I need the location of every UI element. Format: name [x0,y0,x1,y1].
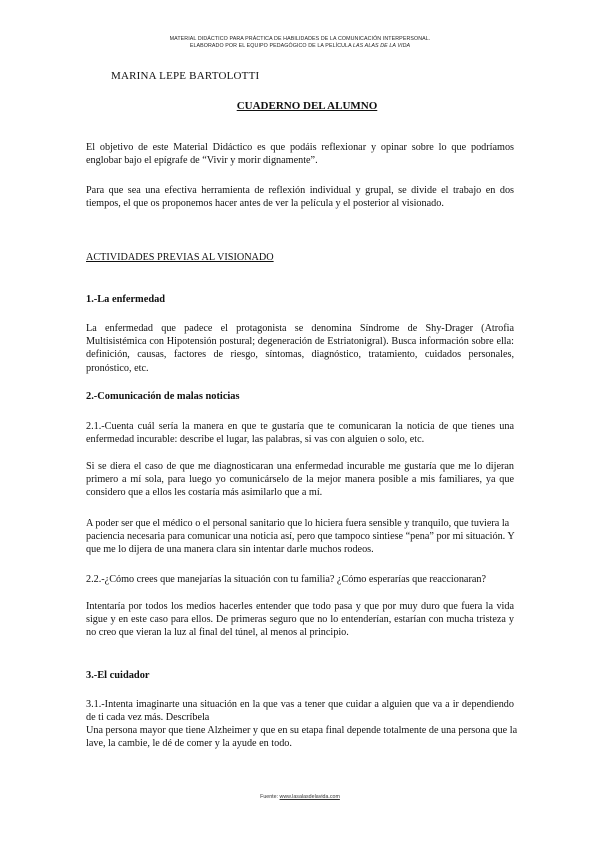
page-title: CUADERNO DEL ALUMNO [236,100,378,112]
section1-body: La enfermedad que padece el protagonista se denomina Síndrome de Shy-Drager (Atrofia Multisistémica con Hipotensión postural; degeneración de Estriatonigral). Busca información sobre ella: definición, causas, factores de riesgo, síntomas, diagnóstico, tratamiento, cuidados personales, pronóstico, etc. [86,323,514,374]
author-name: MARINA LEPE BARTOLOTTI [111,70,260,82]
section2-question-2: 2.2.-¿Cómo crees que manejarías la situación con tu familia? ¿Cómo esperarías que reaccionaran? [86,574,486,585]
footer-source-link[interactable]: www.lasalasdelavida.com [279,794,340,800]
section3-answer-1: Una persona mayor que tiene Alzheimer y que en su etapa final depende totalmente de una persona que la lave, la cambie, le dé de comer y la ayude en todo. [86,725,518,750]
section2-heading: 2.-Comunicación de malas noticias [86,391,240,402]
activities-heading: ACTIVIDADES PREVIAS AL VISIONADO [86,252,274,263]
footer-source [0,794,600,800]
running-header-line1: MATERIAL DIDÁCTICO PARA PRÁCTICA DE HABILIDADES DE LA COMUNICACIÓN INTERPERSONAL. [169,36,431,42]
section1-heading: 1.-La enfermedad [86,294,166,305]
section2-answer-2: Intentaría por todos los medios hacerles entender que todo pasa y que por muy duro que fuera la vida sigue y en este caso para ellos. De primeras seguro que no lo entenderían, estarían con mucha tristeza y no creo que vieran la luz al final del túnel, al menos al principio. [86,601,514,639]
section3-heading: 3.-El cuidador [86,670,150,681]
section2-answer-1a: Si se diera el caso de que me diagnosticaran una enfermedad incurable me gustaría que me lo dijeran primero a mí sola, para luego yo comunicárselo de la mejor manera posible a mis familiares, ya que considero que a ellos les costaría más asimilarlo que a mí. [86,461,514,499]
intro-paragraph-2: Para que sea una efectiva herramienta de reflexión individual y grupal, se divide el trabajo en dos tiempos, el que os proponemos hacer antes de ver la película y el posterior al visionado. [86,185,514,210]
footer-prefix: Fuente: [260,794,280,800]
running-header-prefix: ELABORADO POR EL EQUIPO PEDAGÓGICO DE LA PELÍCULA [189,43,353,49]
running-header-film-title: LAS ALAS DE LA VIDA [353,43,411,49]
running-header-line2 [0,43,600,49]
section2-question-1: 2.1.-Cuenta cuál sería la manera en que te gustaría que te comunicaran la noticia de que tienes una enfermedad incurable: describe el lugar, las palabras, si vas con alguien o solo, etc. [86,421,514,446]
section2-answer-1b: A poder ser que el médico o el personal sanitario que lo hiciera fuera sensible y tranquilo, que tuviera la paciencia necesaria para comunicar una noticia así, pero que tampoco sintiese “pena” por mi situación. Y que me lo dijera de una manera clara sin intentar darle muchos rodeos. [86,518,515,556]
intro-paragraph-1: El objetivo de este Material Didáctico es que podáis reflexionar y opinar sobre lo que podríamos englobar bajo el epígrafe de “Vivir y morir dignamente”. [86,142,514,167]
section3-question-1: 3.1.-Intenta imaginarte una situación en la que vas a tener que cuidar a alguien que va a ir dependiendo de ti cada vez más. Descríbela [86,699,514,724]
